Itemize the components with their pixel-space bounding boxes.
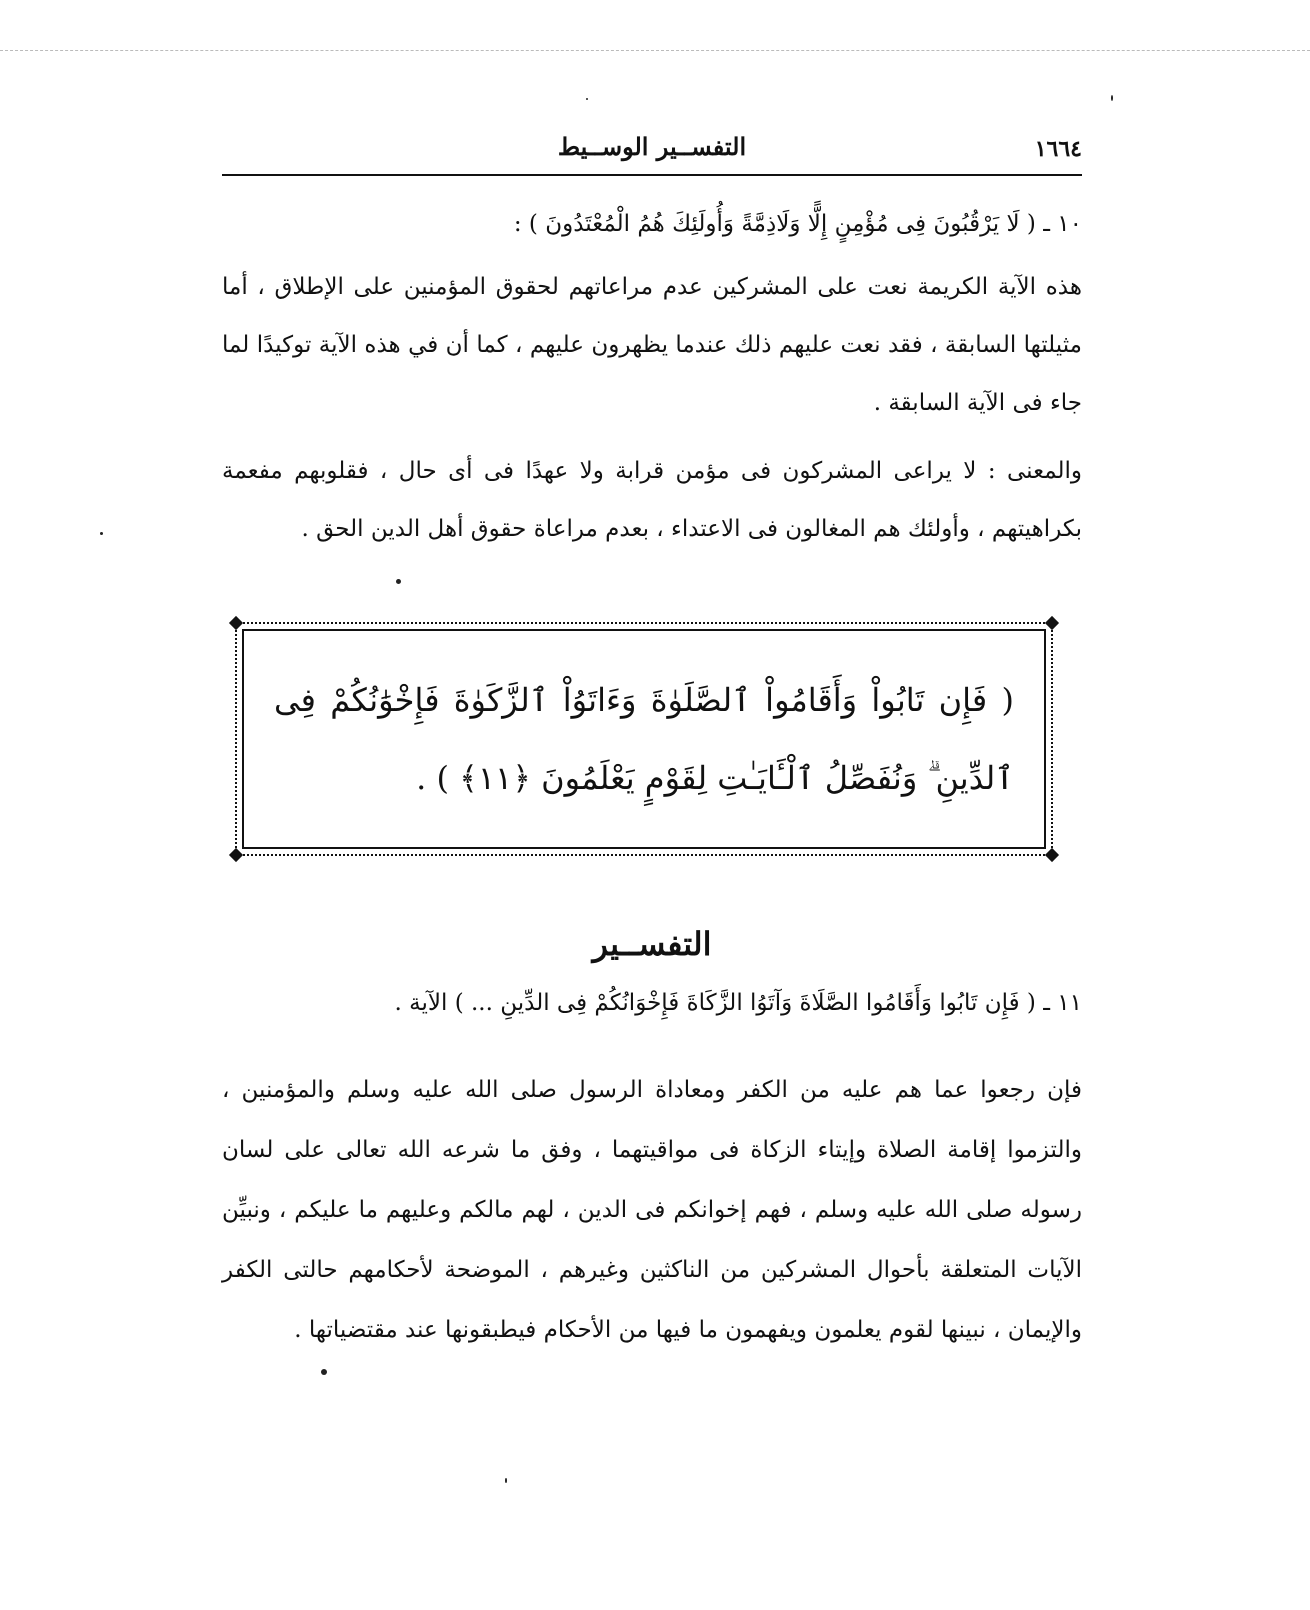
verse-11-heading	[222, 983, 1082, 1023]
running-title: التفســير الوســيط	[557, 132, 747, 161]
scan-speck	[1111, 95, 1113, 101]
page-number: ١٦٦٤	[1034, 136, 1082, 162]
frame-corner-ornament	[229, 848, 243, 862]
page-header	[222, 130, 1082, 176]
scan-speck	[396, 579, 401, 584]
scan-speck	[321, 1369, 327, 1375]
scan-speck	[100, 532, 103, 535]
frame-corner-ornament	[1045, 848, 1059, 862]
frame-corner-ornament	[229, 616, 243, 630]
section-heading-tafsir: التفســير	[592, 925, 712, 963]
verse-11-text: ( فَإِن تَابُوا وَأَقَامُوا الصَّلَاةَ وَآتَوُا الزَّكَاةَ فَإِخْوَانُكُمْ فِى الدِّينِ ... ) الآية .	[394, 990, 1036, 1016]
quran-verse-frame	[242, 629, 1046, 849]
commentary-10-paragraph-1: هذه الآية الكريمة نعت على المشركين عدم مراعاتهم لحقوق المؤمنين على الإطلاق ، أما مثيلتها السابقة ، فقد نعت عليهم ذلك عندما يظهرون عليهم ، كما أن في هذه الآية توكيدًا لما جاء فى الآية السابقة .	[222, 274, 1082, 416]
scan-edge-line	[0, 50, 1310, 51]
scan-speck	[586, 98, 588, 100]
commentary-11-paragraph-1: فإن رجعوا عما هم عليه من الكفر ومعاداة الرسول صلى الله عليه وسلم والمؤمنين ، والتزموا إقامة الصلاة وإيتاء الزكاة فى مواقيتهما ، وفق ما شرعه الله تعالى على لسان رسوله صلى الله عليه وسلم ، فهم إخوانكم فى الدين ، لهم مالكم وعليهم ما عليكم ، ونبيِّن الآيات المتعلقة بأحوال المشركين من الناكثين وغيرهم ، الموضحة لأحكامهم حالتى الكفر والإيمان ، نبينها لقوم يعلمون ويفهمون ما فيها من الأحكام فيطبقونها عند مقتضياتها .	[222, 1077, 1082, 1343]
commentary-10-paragraph-2: والمعنى : لا يراعى المشركون فى مؤمن قرابة ولا عهدًا فى أى حال ، فقلوبهم مفعمة بكراهيتهم ، وأولئك هم المغالون فى الاعتداء ، بعدم مراعاة حقوق أهل الدين الحق .	[222, 458, 1082, 542]
frame-corner-ornament	[1045, 616, 1059, 630]
scan-speck	[505, 1478, 507, 1483]
verse-10-number: ١٠ ـ	[1043, 211, 1082, 237]
quran-verse-text: ( فَإِن تَابُواْ وَأَقَامُواْ ٱلصَّلَوٰةَ وَءَاتَوُاْ ٱلزَّكَوٰةَ فَإِخْوَٰنُكُمْ فِى ٱلدِّينِ ۗ وَنُفَصِّلُ ٱلْـَٔايَـٰتِ لِقَوْمٍ يَعْلَمُونَ ﴿١١﴾ ) .	[274, 681, 1014, 797]
verse-10-heading	[222, 204, 1082, 244]
verse-10-text: ( لَا يَرْقُبُونَ فِى مُؤْمِنٍ إِلًّا وَلَاذِمَّةً وَأُولَئِكَ هُمُ الْمُعْتَدُونَ ) :	[513, 211, 1036, 237]
verse-11-number: ١١ ـ	[1043, 990, 1082, 1016]
